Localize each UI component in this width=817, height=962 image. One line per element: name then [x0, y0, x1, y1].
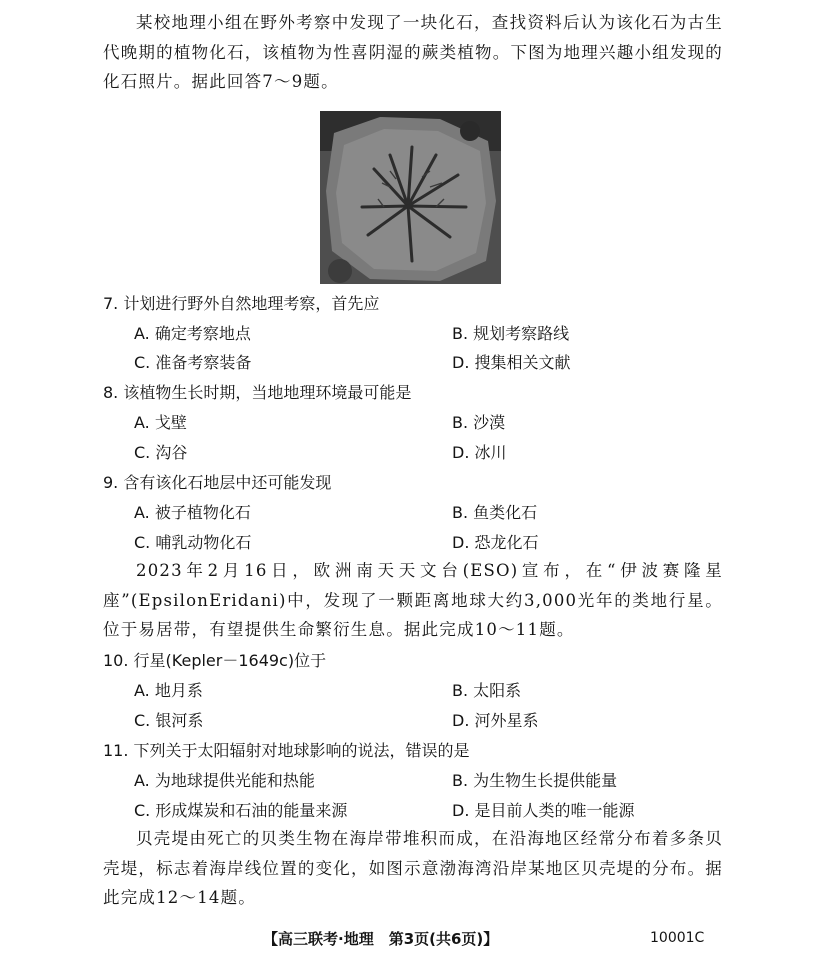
question-8-stem: 8. 该植物生长时期，当地地理环境最可能是 — [103, 383, 412, 402]
question-7-option-d: D. 搜集相关文献 — [452, 353, 571, 372]
question-10-stem: 10. 行星(Kepler－1649c)位于 — [103, 651, 327, 670]
question-10-option-b: B. 太阳系 — [452, 681, 522, 700]
question-8-option-b: B. 沙漠 — [452, 413, 506, 432]
question-11-option-a: A. 为地球提供光能和热能 — [134, 771, 315, 790]
question-11-stem: 11. 下列关于太阳辐射对地球影响的说法，错误的是 — [103, 741, 470, 760]
intro-paragraph-exoplanet: 2023年2月16日，欧洲南天天文台(ESO)宣布，在“伊波赛隆星座”(EpsilonEridani)中，发现了一颗距离地球大约3,000光年的类地行星。位于易居带，有望提供生命繁衍生息。据此完成10～11题。 — [103, 561, 723, 639]
question-10-option-a: A. 地月系 — [134, 681, 203, 700]
exam-code: 10001C — [650, 930, 705, 946]
question-9-stem: 9. 含有该化石地层中还可能发现 — [103, 473, 332, 492]
question-10-option-d: D. 河外星系 — [452, 711, 539, 730]
question-9-option-a: A. 被子植物化石 — [134, 503, 251, 522]
question-10-option-c: C. 银河系 — [134, 711, 204, 730]
fern-fossil-icon — [320, 111, 501, 284]
question-9-option-b: B. 鱼类化石 — [452, 503, 538, 522]
question-8-option-a: A. 戈壁 — [134, 413, 187, 432]
question-7-option-b: B. 规划考察路线 — [452, 324, 570, 343]
question-8-option-c: C. 沟谷 — [134, 443, 188, 462]
intro-paragraph-shell-ridge: 贝壳堤由死亡的贝类生物在海岸带堆积而成，在沿海地区经常分布着多条贝壳堤，标志着海岸线位置的变化，如图示意渤海湾沿岸某地区贝壳堤的分布。据此完成12～14题。 — [103, 829, 723, 907]
question-7-option-c: C. 准备考察装备 — [134, 353, 252, 372]
fern-fossil-photo — [320, 111, 501, 284]
question-11-option-b: B. 为生物生长提供能量 — [452, 771, 618, 790]
question-9-option-c: C. 哺乳动物化石 — [134, 533, 252, 552]
question-9-option-d: D. 恐龙化石 — [452, 533, 539, 552]
question-11-option-c: C. 形成煤炭和石油的能量来源 — [134, 801, 348, 820]
question-7-option-a: A. 确定考察地点 — [134, 324, 251, 343]
question-8-option-d: D. 冰川 — [452, 443, 507, 462]
page-footer: 【高三联考·地理 第3页(共6页)】 — [263, 930, 499, 948]
question-11-option-d: D. 是目前人类的唯一能源 — [452, 801, 635, 820]
question-7-stem: 7. 计划进行野外自然地理考察，首先应 — [103, 294, 380, 313]
intro-paragraph-fossil: 某校地理小组在野外考察中发现了一块化石，查找资料后认为该化石为古生代晚期的植物化石，该植物为性喜阴湿的蕨类植物。下图为地理兴趣小组发现的化石照片。据此回答7～9题。 — [103, 13, 723, 91]
